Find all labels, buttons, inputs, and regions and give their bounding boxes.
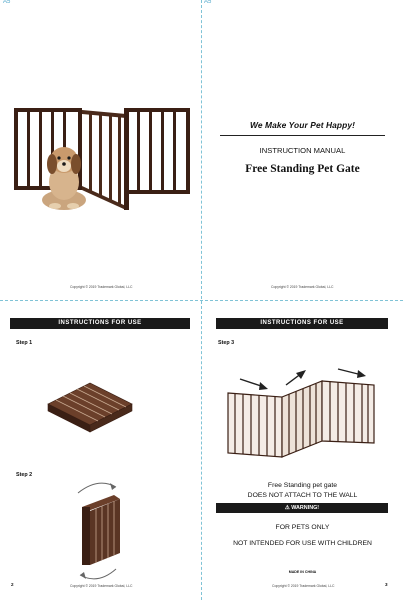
manual-title: INSTRUCTION MANUAL — [259, 146, 346, 155]
step-2-label: Step 2 — [16, 472, 33, 478]
made-in-label: MADE IN CHINA — [288, 570, 317, 574]
step-1-label: Step 1 — [16, 340, 33, 346]
folded-gate-illustration — [0, 301, 201, 601]
instructions-header: INSTRUCTIONS FOR USE — [216, 318, 388, 329]
not-for-children-text: NOT INTENDED FOR USE WITH CHILDREN — [233, 540, 372, 547]
corner-mark-left: A5 — [3, 0, 11, 5]
copyright-text: Copyright © 2019 Trademark Global, LLC — [70, 584, 133, 588]
page-2-panel — [0, 301, 201, 601]
pets-only-text: FOR PETS ONLY — [275, 524, 330, 531]
page-number: 3 — [385, 582, 388, 587]
gate-with-dog-image — [0, 0, 201, 300]
front-photo-panel — [0, 0, 201, 300]
rotate-arrow-icon — [78, 483, 116, 493]
cover-panel — [202, 0, 403, 300]
page-number: 2 — [11, 582, 14, 587]
step-3-label: Step 3 — [218, 340, 235, 346]
copyright-text: Copyright © 2019 Trademark Global, LLC — [271, 285, 334, 289]
warning-banner: ⚠ WARNING! — [216, 503, 388, 513]
page-3-panel — [202, 301, 403, 601]
copyright-text: Copyright © 2019 Trademark Global, LLC — [272, 584, 335, 588]
slogan: We Make Your Pet Happy! — [250, 120, 355, 130]
unfolded-gate-illustration — [202, 301, 403, 601]
divider — [220, 135, 385, 136]
corner-mark-right: A5 — [204, 0, 212, 5]
gate-type-caption: Free Standing pet gate — [267, 482, 338, 489]
instructions-header: INSTRUCTIONS FOR USE — [10, 318, 190, 329]
copyright-text: Copyright © 2019 Trademark Global, LLC — [70, 285, 133, 289]
product-name: Free Standing Pet Gate — [245, 163, 360, 175]
no-wall-attach-caption: DOES NOT ATTACH TO THE WALL — [247, 492, 358, 499]
